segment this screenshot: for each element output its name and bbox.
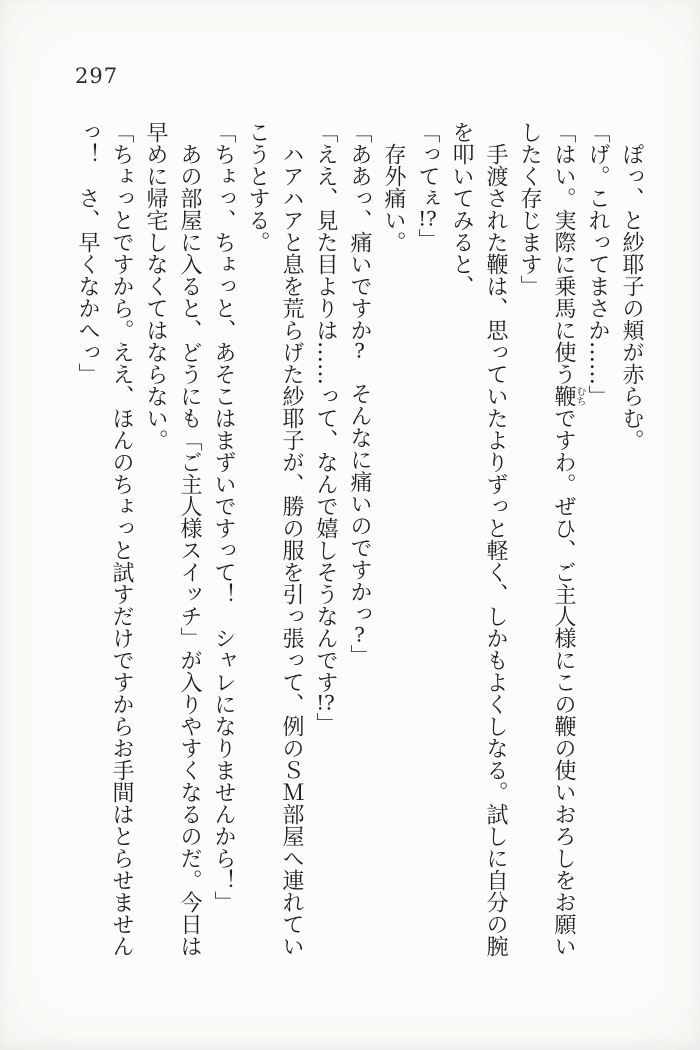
text-line: 「ちょっ、ちょっと、あそこはまずいですって！ シャレになりませんから！」 [211,121,236,913]
text-line: こうとする。 [245,121,270,253]
text-line: 「はい。実際に乗馬に使う鞭むちですわ。ぜひ、ご主人様にこの鞭の使いおろしをお願い [551,121,585,957]
text-line: を叩いてみると、 [449,121,474,297]
text-line: ハアハアと息を荒らげた紗耶子が、勝の服を引っ張って、例のＳＭ部屋へ連れてい [279,143,304,957]
text-line: 「ってぇ!?」 [415,121,440,251]
page-text [70,121,648,966]
text-line: っ！ さ、早くなかへっ」 [75,121,100,385]
tate-chu-yoko-text: !? [418,209,437,229]
furigana-ruby: 鞭むち [551,385,585,407]
text-line: 「げ。これってまさか……」 [585,121,610,407]
text-line: ぽっ、と紗耶子の頬が赤らむ。 [619,143,644,451]
text-line: 早めに帰宅しなくてはならない。 [143,121,168,451]
tate-chu-yoko-text: !? [316,693,335,713]
text-line: 手渡された鞭は、思っていたよりずっと軽く、しかもよくしなる。試しに自分の腕 [483,143,508,957]
page-number: 297 [75,64,119,88]
text-line: したく存じます」 [517,121,542,297]
tate-chu-yoko-text: ? [354,341,365,361]
tate-chu-yoko-text: ? [354,624,365,645]
text-line: 「ああっ、痛いですか? そんなに痛いのですかっ?」 [347,121,372,667]
text-line: 存外痛い。 [381,143,406,253]
text-line: 「ちょっとですから。ええ、ほんのちょっと試すだけですからお手間はとらせません [109,121,134,957]
text-line: あの部屋に入ると、どうにも「ご主人様スイッチ」が入りやすくなるのだ。今日は [177,143,202,957]
text-line: 「ええ、見た目よりは……って、なんで嬉しそうなんです!?」 [313,121,338,735]
